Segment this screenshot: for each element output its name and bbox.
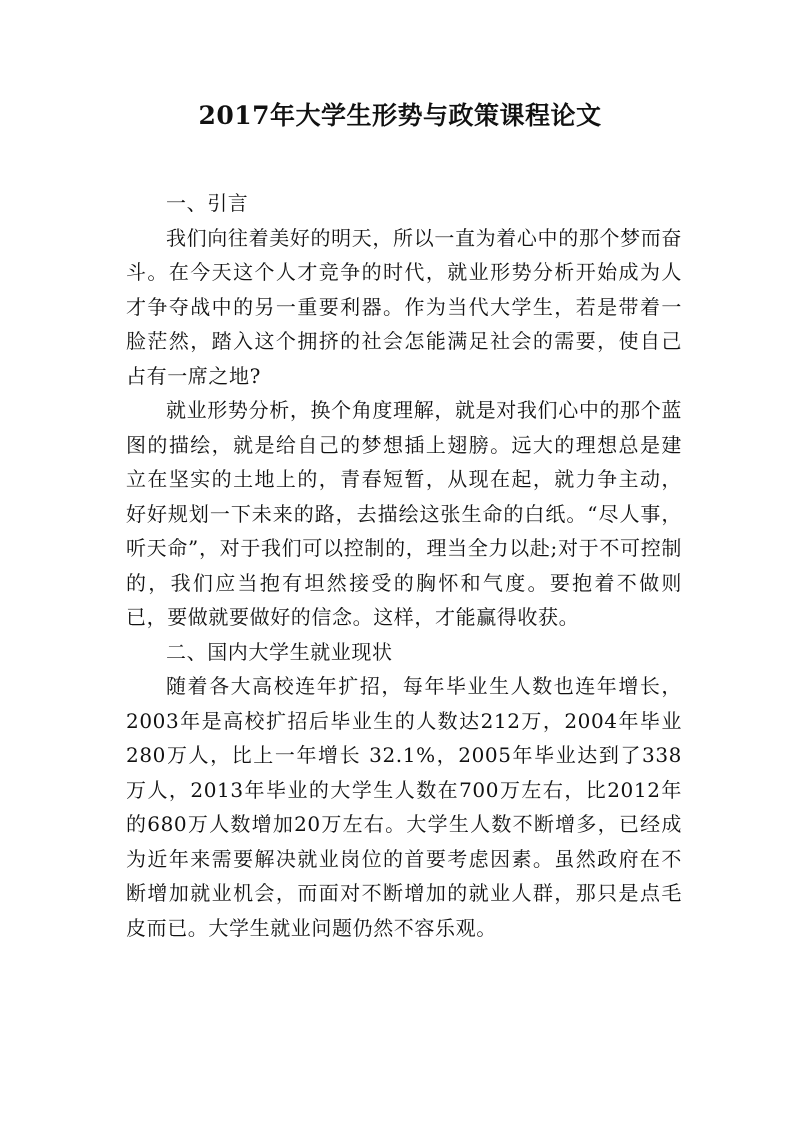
paragraph: 我们向往着美好的明天，所以一直为着心中的那个梦而奋斗。在今天这个人才竞争的时代，就业形势分析开始成为人才争夺战中的另一重要利器。作为当代大学生，若是带着一脸茫然，踏入这个拥挤的社会怎能满足社会的需要，使自己占有一席之地? bbox=[126, 225, 682, 388]
paragraph: 随着各大高校连年扩招，每年毕业生人数也连年增长，2003年是高校扩招后毕业生的人数达212万，2004年毕业280万人，比上一年增长 32.1%，2005年毕业达到了338万人，2013年毕业的大学生人数在700万左右，比2012年的680万人数增加20万左右。大学生人数不断增多，已经成为近年来需要解决就业岗位的首要考虑因素。虽然政府在不断增加就业机会，而面对不断增加的就业人群，那只是点毛皮而已。大学生就业问题仍然不容乐观。 bbox=[126, 674, 682, 940]
document-body bbox=[126, 186, 682, 945]
section-heading-employment-status: 二、国内大学生就业现状 bbox=[166, 639, 393, 664]
section-heading-introduction: 一、引言 bbox=[166, 191, 249, 215]
document-title: 2017年大学生形势与政策课程论文 bbox=[198, 101, 602, 130]
paragraph: 就业形势分析，换个角度理解，就是对我们心中的那个蓝图的描绘，就是给自己的梦想插上翅膀。远大的理想总是建立在坚实的土地上的，青春短暂，从现在起，就力争主动，好好规划一下未来的路，去描绘这张生命的白纸。“尽人事，听天命”，对于我们可以控制的，理当全力以赴;对于不可控制的，我们应当抱有坦然接受的胸怀和气度。要抱着不做则已，要做就要做好的信念。这样，才能赢得收获。 bbox=[126, 398, 682, 629]
